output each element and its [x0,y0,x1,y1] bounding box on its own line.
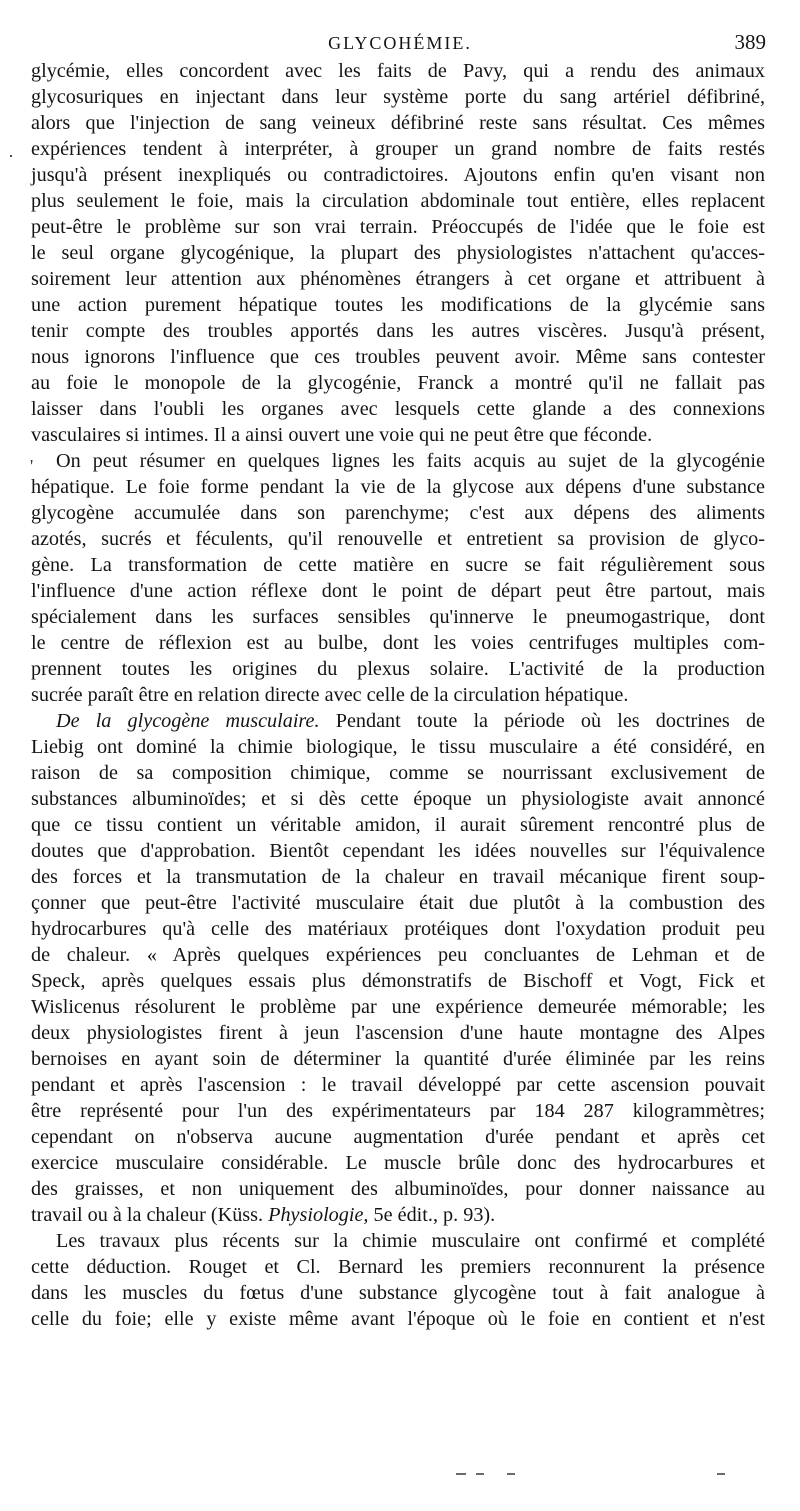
page-number: 389 [734,30,766,54]
text-line: une action purement hépatique toutes les modifications de la glycémie sans [31,294,765,316]
text-line: cette déduction. Rouget et Cl. Bernard les premiers reconnurent la présence [31,1256,765,1278]
text-line: alors que l'injection de sang veineux défibriné reste sans résultat. Ces mêmes [31,112,765,134]
text-line: des forces et la transmutation de la chaleur en travail mécanique firent soup- [31,866,765,888]
text-line: On peut résumer en quelques lignes les faits acquis au sujet de la glycogénie [56,450,765,472]
text-line: nous ignorons l'influence que ces troubles peuvent avoir. Même sans contester [31,346,765,368]
text-line: vasculaires si intimes. Il a ainsi ouvert une voie qui ne peut être que féconde. [31,424,653,446]
body-text [31,58,765,1332]
heading-continuation: Pendant toute la période où les doctrines de [319,710,766,732]
text-line: gène. La transformation de cette matière en sucre se fait régulièrement sous [31,554,765,576]
citation-title: Physiologie, [268,1204,369,1226]
text-line: spécialement dans les surfaces sensibles qu'innerve le pneumogastrique, dont [31,606,765,628]
margin-mark: ' [30,456,34,476]
text-line: Wislicenus résolurent le problème par une expérience demeurée mémorable; les [31,996,765,1018]
text-line: de chaleur. « Après quelques expériences peu concluantes de Lehman et de [31,944,765,966]
text-line: Liebig ont dominé la chimie biologique, le tissu musculaire a été considéré, en [31,736,765,758]
text-line: raison de sa composition chimique, comme se nourrissant exclusivement de [31,762,765,784]
text-line: glycémie, elles concordent avec les faits de Pavy, qui a rendu des animaux [31,60,765,82]
text-line: des graisses, et non uniquement des albuminoïdes, pour donner naissance au [31,1178,765,1200]
text-line [31,1202,765,1228]
text-line: pendant et après l'ascension : le travail développé par cette ascension pouvait [31,1074,765,1096]
footer-dash [717,1473,725,1475]
text-line: glycosuriques en injectant dans leur système porte du sang artériel défibriné, [31,86,765,108]
paragraph [31,1228,765,1332]
text-line: l'influence d'une action réflexe dont le point de départ peut être partout, mais [31,580,765,602]
text-line: laisser dans l'oubli les organes avec lesquels cette glande a des connexions [31,398,765,420]
text-line: plus seulement le foie, mais la circulation abdominale tout entière, elles replacent [31,190,765,212]
running-title: GLYCOHÉMIE. [328,33,472,53]
margin-mark: · [8,146,14,166]
text-line: le seul organe glycogénique, la plupart des physiologistes n'attachent qu'acces- [31,242,765,264]
footer-dash [507,1473,515,1475]
citation-prefix: travail ou à la chaleur (Küss. [31,1204,269,1226]
paragraph [31,58,765,448]
text-line: hydrocarbures qu'à celle des matériaux protéiques dont l'oxydation produit peu [31,918,765,940]
text-line: doutes que d'approbation. Bientôt cependant les idées nouvelles sur l'équivalence [31,840,765,862]
citation-suffix: 5e édit., p. 93). [368,1204,496,1226]
text-line: tenir compte des troubles apportés dans les autres viscères. Jusqu'à présent, [31,320,765,342]
text-line: Speck, après quelques essais plus démonstratifs de Bischoff et Vogt, Fick et [31,970,765,992]
text-line: çonner que peut-être l'activité musculaire était due plutôt à la combustion des [31,892,765,914]
text-line: expériences tendent à interpréter, à grouper un grand nombre de faits restés [31,138,765,160]
text-line: celle du foie; elle y existe même avant l'époque où le foie en contient et n'est [31,1308,765,1330]
footer-dash [456,1473,466,1475]
text-line: prennent toutes les origines du plexus solaire. L'activité de la production [31,658,765,680]
text-line: jusqu'à présent inexpliqués ou contradictoires. Ajoutons enfin qu'en visant non [31,164,765,186]
text-line: au foie le monopole de la glycogénie, Franck a montré qu'il ne fallait pas [31,372,765,394]
running-head [0,30,800,60]
text-line: soirement leur attention aux phénomènes étrangers à cet organe et attribuent à [31,268,765,290]
text-line [31,708,765,734]
text-line: peut-être le problème sur son vrai terrain. Préoccupés de l'idée que le foie est [31,216,765,238]
text-line: le centre de réflexion est au bulbe, dont les voies centrifuges multiples com- [31,632,765,654]
text-line: hépatique. Le foie forme pendant la vie de la glycose aux dépens d'une substance [31,476,765,498]
paragraph [31,708,765,1228]
section-heading: De la glycogène musculaire. [56,710,320,732]
text-line: sucrée paraît être en relation directe avec celle de la circulation hépatique. [31,684,629,706]
text-line: que ce tissu contient un véritable amidon, il aurait sûrement rencontré plus de [31,814,765,836]
text-line: azotés, sucrés et féculents, qu'il renouvelle et entretient sa provision de glyco- [31,528,765,550]
text-line: deux physiologistes firent à jeun l'ascension d'une haute montagne des Alpes [31,1022,765,1044]
text-line: glycogène accumulée dans son parenchyme; c'est aux dépens des aliments [31,502,765,524]
text-line: dans les muscles du fœtus d'une substance glycogène tout à fait analogue à [31,1282,765,1304]
text-line: bernoises en ayant soin de déterminer la quantité d'urée éliminée par les reins [31,1048,765,1070]
footer-marks [0,1468,800,1480]
text-line: substances albuminoïdes; et si dès cette époque un physiologiste avait annoncé [31,788,765,810]
paragraph [31,448,765,708]
text-line: Les travaux plus récents sur la chimie musculaire ont confirmé et complété [56,1230,765,1252]
footer-dash [476,1473,484,1475]
text-line: cependant on n'observa aucune augmentation d'urée pendant et après cet [31,1126,765,1148]
text-line: exercice musculaire considérable. Le muscle brûle donc des hydrocarbures et [31,1152,765,1174]
text-line: être représenté pour l'un des expérimentateurs par 184 287 kilogrammètres; [31,1100,765,1122]
